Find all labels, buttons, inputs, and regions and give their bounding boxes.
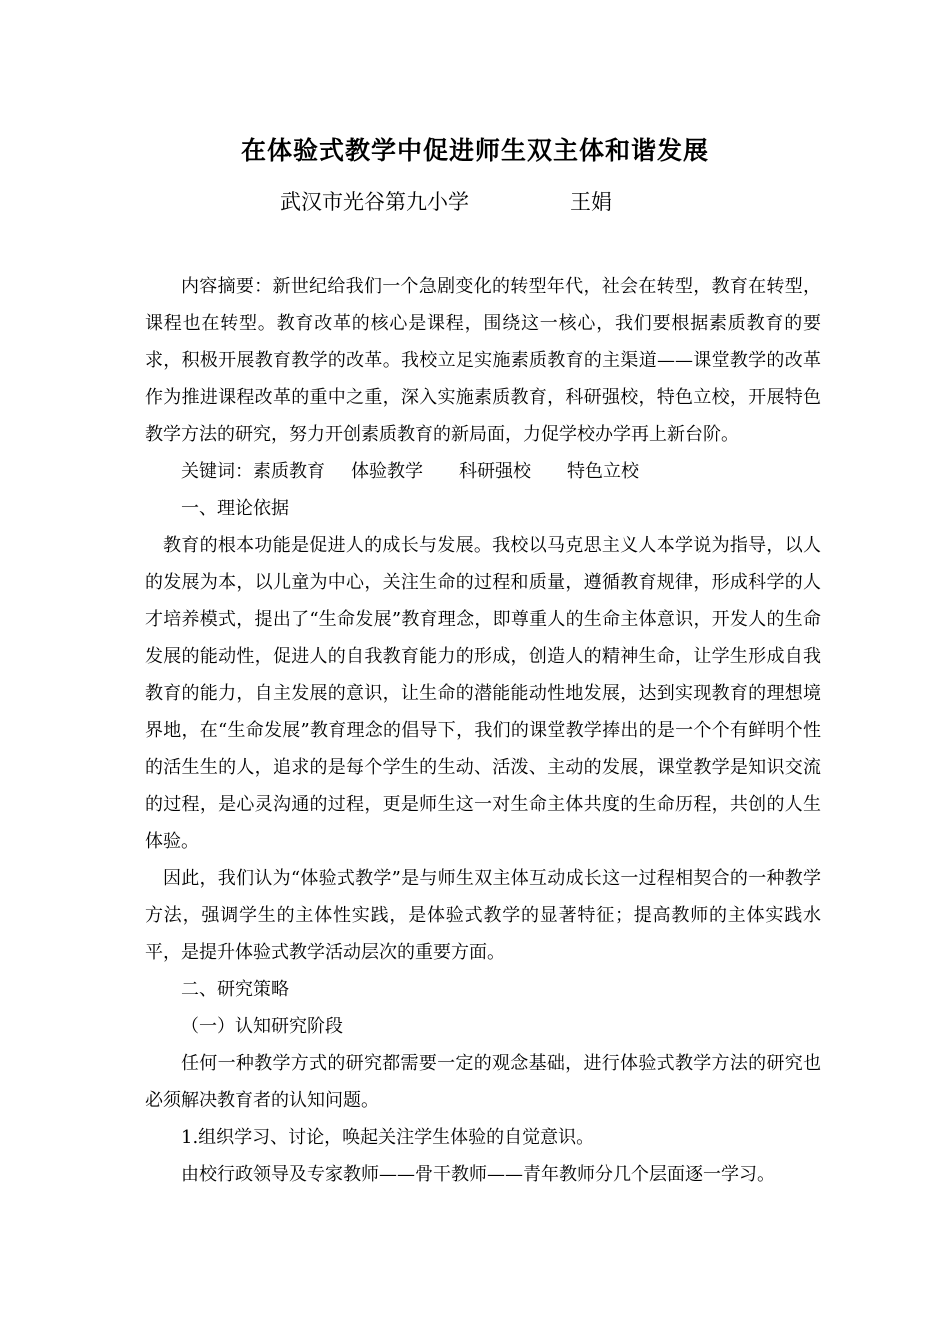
section-heading: 一、理论依据: [181, 498, 289, 519]
item-heading: 1.组织学习、讨论，唤起关注学生体验的自觉意识。: [181, 1127, 595, 1148]
keyword: 素质教育: [253, 461, 325, 482]
subsection-heading: （一）认知研究阶段: [181, 1016, 343, 1037]
body-paragraph: 由校行政领导及专家教师——骨干教师——青年教师分几个层面逐一学习。: [181, 1164, 775, 1185]
keyword: 特色立校: [567, 461, 639, 482]
document-body: [145, 268, 821, 1193]
keywords-label: 关键词：: [181, 461, 253, 482]
section-heading: 二、研究策略: [181, 979, 289, 1000]
body-paragraph: 任何一种教学方式的研究都需要一定的观念基础，进行体验式教学方法的研究也必须解决教育者的认知问题。: [145, 1053, 821, 1111]
keyword: 体验教学: [351, 461, 423, 482]
author-name: 王娟: [570, 190, 612, 214]
keyword: 科研强校: [459, 461, 531, 482]
abstract-paragraph: 内容摘要：新世纪给我们一个急剧变化的转型年代，社会在转型，教育在转型，课程也在转型。教育改革的核心是课程，围绕这一核心，我们要根据素质教育的要求，积极开展教育教学的改革。我校立足实施素质教育的主渠道——课堂教学的改革作为推进课程改革的重中之重，深入实施素质教育，科研强校，特色立校，开展特色教学方法的研究，努力开创素质教育的新局面，力促学校办学再上新台阶。: [145, 276, 821, 445]
keywords-line: [145, 453, 821, 490]
school-name: 武汉市光谷第九小学: [280, 190, 469, 214]
body-paragraph: 因此，我们认为“体验式教学”是与师生双主体互动成长这一过程相契合的一种教学方法，强调学生的主体性实践，是体验式教学的显著特征；提高教师的主体实践水平，是提升体验式教学活动层次的重要方面。: [145, 868, 821, 963]
byline: [0, 184, 950, 220]
document-title: 在体验式教学中促进师生双主体和谐发展: [240, 136, 709, 165]
body-paragraph: 教育的根本功能是促进人的成长与发展。我校以马克思主义人本学说为指导，以人的发展为本，以儿童为中心，关注生命的过程和质量，遵循教育规律，形成科学的人才培养模式，提出了“生命发展”教育理念，即尊重人的生命主体意识，开发人的生命发展的能动性，促进人的自我教育能力的形成，创造人的精神生命，让学生形成自我教育的能力，自主发展的意识，让生命的潜能能动性地发展，达到实现教育的理想境界地，在“生命发展”教育理念的倡导下，我们的课堂教学捧出的是一个个有鲜明个性的活生生的人，追求的是每个学生的生动、活泼、主动的发展，课堂教学是知识交流的过程，是心灵沟通的过程，更是师生这一对生命主体共度的生命历程，共创的人生体验。: [145, 535, 821, 852]
